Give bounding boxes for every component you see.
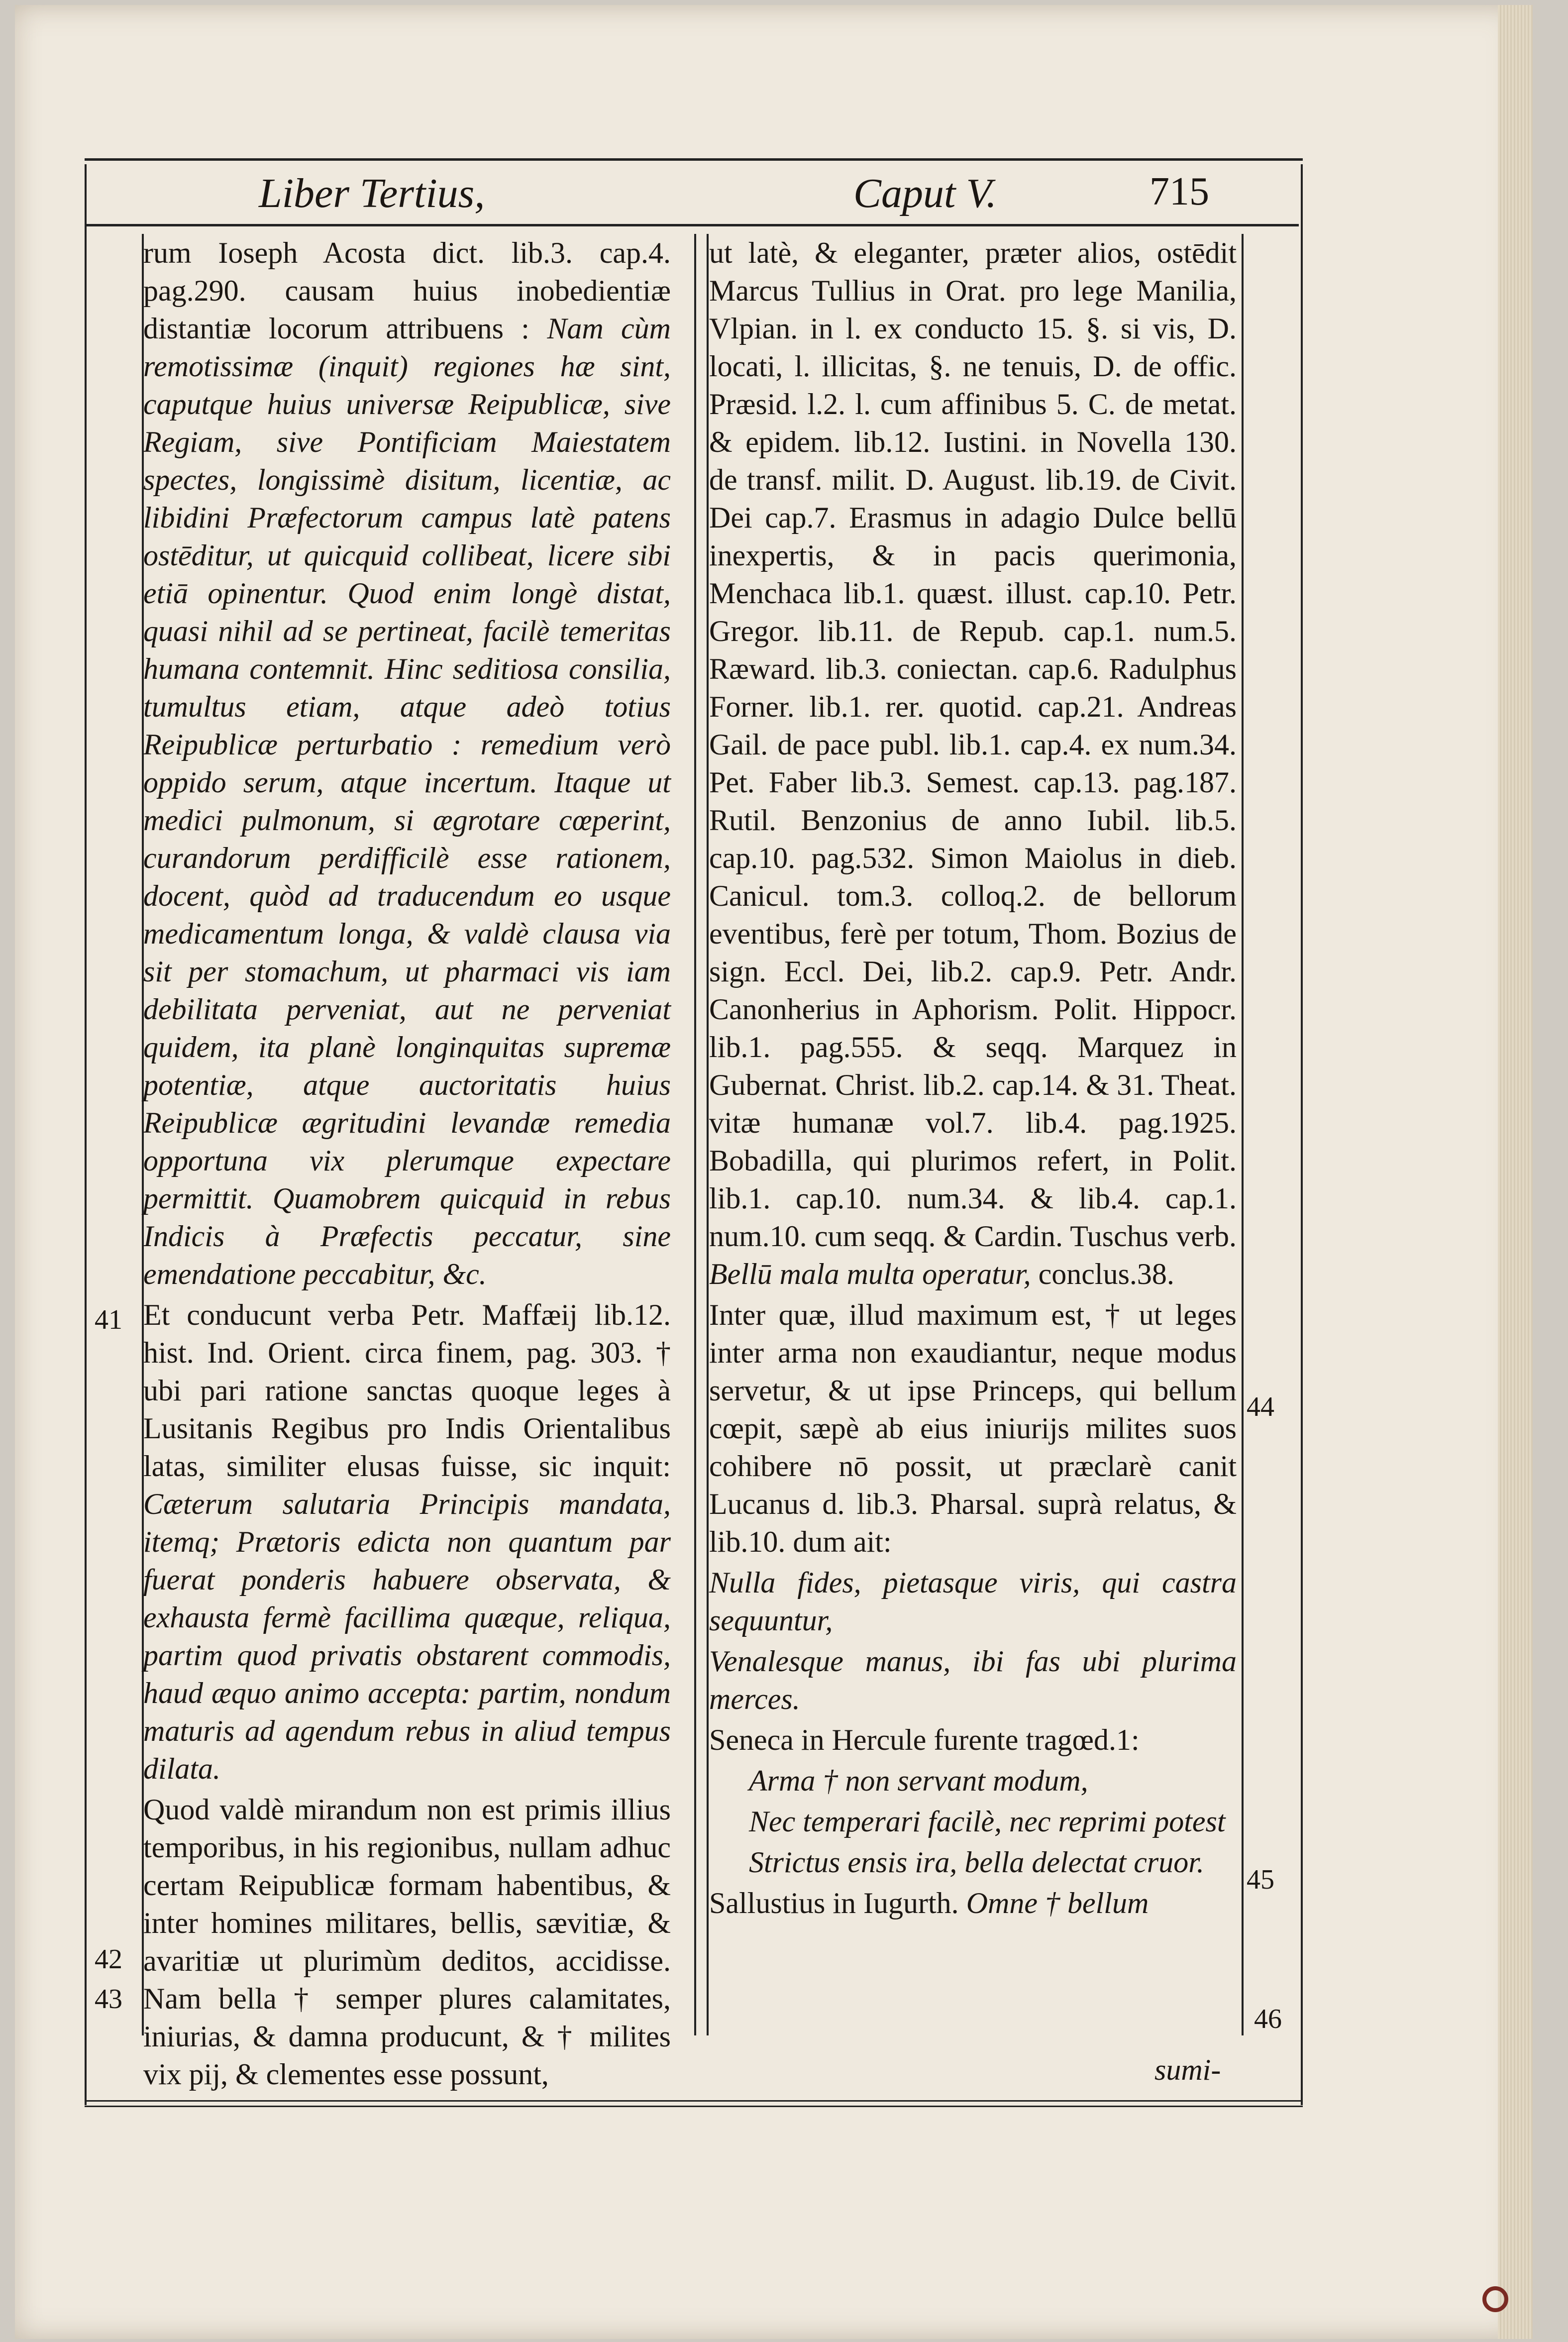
margin-number-42: 42 — [95, 1944, 122, 1975]
right-column — [709, 234, 1237, 2035]
frame-bottom-rule — [85, 2100, 1303, 2107]
right-paragraph-3: Seneca in Hercule furente tragœd.1: — [709, 1723, 1140, 1756]
right-p4-text: Sallustius in Iugurth. — [709, 1887, 959, 1919]
running-head-chapter: Caput V. — [853, 170, 997, 216]
margin-number-44: 44 — [1247, 1391, 1274, 1422]
margin-number-45: 45 — [1247, 1864, 1274, 1895]
right-paragraph-4 — [709, 1884, 1237, 1922]
ink-stain — [1482, 2286, 1508, 2312]
right-p1-tail: conclus.38. — [1038, 1258, 1174, 1290]
right-p1-italic: Bellū mala multa operatur, — [709, 1258, 1031, 1290]
column-divider-rule — [694, 234, 696, 2035]
right-p1-text: ut latè, & eleganter, præter alios, ostēdit Marcus Tullius in Orat. pro lege Manilia, Vlpian. in l. ex conducto 15. §. si vis, D. locati, l. illicitas, §. ne tenuis, D. de offic. Præsid. l.2. l. cum affinibus 5. C. de metat. & epidem. lib.12. Iustini. in Novella 130. de transf. milit. D. August. lib.19. de Civit. Dei cap.7. Erasmus in adagio Dulce bellū inexpertis, & in pacis querimonia, Menchaca lib.1. quæst. illust. cap.10. Petr. Gregor. lib.11. de Repub. cap.1. num.5. Ræward. lib.3. coniectan. cap.6. Radulphus Forner. lib.1. rer. quotid. cap.21. Andreas Gail. de pace publ. lib.1. cap.4. ex num.34. Pet. Faber lib.3. Semest. cap.13. pag.187. Rutil. Benzonius de anno Iubil. lib.5. cap.10. pag.532. Simon Maiolus in dieb. Canicul. tom.3. colloq.2. de bellorum eventibus, ferè per totum, Thom. Bozius de sign. Eccl. Dei, lib.2. cap.9. Petr. Andr. Canonherius in Aphorism. Polit. Hippocr. lib.1. pag.555. & seqq. Marquez in Gubernat. Christ. lib.2. cap.14. & 31. Theat. vitæ humanæ vol.7. lib.4. pag.1925. Bobadilla, qui plurimos refert, in Polit. lib.1. cap.10. num.34. & lib.4. cap.1. num.10. cum seqq. & Cardin. Tuschus verb. — [709, 236, 1237, 1253]
right-column-rule — [1242, 234, 1244, 2035]
right-p4-italic: Omne † bellum — [966, 1887, 1149, 1919]
right-paragraph-1 — [709, 234, 1237, 1293]
left-p2-quote: Cæterum salutaria Principis mandata, itemq; Prætoris edicta non quantum par fuerat ponderis habuere observata, & exhausta fermè facillima quæque, reliqua, partim quod privatis obstarent commodis, haud æquo animo accepta: partim, nondum maturis ad agendum rebus in aliud tempus dilata. — [143, 1488, 671, 1785]
left-p2-text: Et conducunt verba Petr. Maffæij lib.12. hist. Ind. Orient. circa finem, pag. 303. † ubi pari ratione sanctas quoque leges à Lusitanis Regibus pro Indis Orientalibus latas, similiter elusas fuisse, sic inquit: — [143, 1298, 671, 1483]
column-divider-rule-2 — [707, 234, 709, 2035]
verse-line-2: Venalesque manus, ibi fas ubi plurima merces. — [709, 1645, 1237, 1715]
margin-number-41: 41 — [95, 1304, 122, 1335]
verse-line-4: Nec temperari facilè, nec reprimi potest — [749, 1805, 1226, 1838]
right-paragraph-2: Inter quæ, illud maximum est, † ut leges inter arma non exaudiantur, neque modus servetur, & ut ipse Princeps, qui bellum cœpit, sæpè ab eius iniurijs milites suos cohibere nō possit, ut præclarè canit Lucanus d. lib.3. Pharsal. suprà relatus, & lib.10. dum ait: — [709, 1298, 1237, 1558]
verse-line-3: Arma † non servant modum, — [749, 1764, 1088, 1797]
left-column — [143, 234, 671, 2091]
margin-number-46: 46 — [1254, 2004, 1282, 2034]
verse-line-5: Strictus ensis ira, bella delectat cruor. — [749, 1846, 1204, 1879]
running-head-book: Liber Tertius, — [259, 170, 485, 216]
page-edge — [1498, 5, 1533, 2339]
running-head — [85, 164, 1299, 226]
frame-top-rule — [85, 158, 1303, 161]
verse-line-1: Nulla fides, pietasque viris, qui castra sequuntur, — [709, 1566, 1237, 1637]
margin-number-43: 43 — [95, 1984, 122, 2015]
page-number: 715 — [1150, 170, 1209, 213]
left-paragraph-1 — [143, 234, 671, 1293]
left-paragraph-3: Quod valdè mirandum non est primis illius temporibus, in his regionibus, nullam adhuc certam Reipublicæ formam habentibus, & inter homines militares, bellis, sævitiæ, & avaritiæ ut plurimùm deditos, accidisse. Nam bella † semper plures calamitates, iniurias, & damna producunt, & † milites vix pij, & clementes esse possunt, — [143, 1793, 671, 2091]
catchword: sumi- — [1154, 2053, 1221, 2086]
left-p1-quote: Nam cùm remotissimæ (inquit) regiones hæ sint, caputque huius universæ Reipublicæ, sive Regiam, sive Pontificiam Maiestatem spectes, longissimè disitum, licentiæ, ac libidini Præfectorum campus latè patens ostēditur, ut quicquid collibeat, licere sibi etiā opinentur. Quod enim longè distat, quasi nihil ad se pertineat, facilè temeritas humana contemnit. Hinc seditiosa consilia, tumultus etiam, atque adeò totius Reipublicæ perturbatio : remedium verò oppido serum, atque incertum. Itaque ut medici pulmonum, si ægrotare cœperint, curandorum perdifficilè esse rationem, docent, quòd ad traducendum eo usque medicamentum longa, & valdè clausa via sit per stomachum, ut pharmaci vis iam debilitata perveniat, aut ne perveniat quidem, ita planè longinquitas supremæ potentiæ, atque auctoritatis huius Reipublicæ ægritudini levandæ remedia opportuna vix plerumque expectare permittit. Quamobrem quicquid in rebus Indicis à Præfectis peccatur, sine emendatione peccabitur, &c. — [143, 312, 671, 1290]
left-p1-text: rum Ioseph Acosta dict. lib.3. cap.4. pag.290. causam huius inobedientiæ distantiæ locorum attribuens : — [143, 236, 671, 345]
left-paragraph-2 — [143, 1296, 671, 1788]
